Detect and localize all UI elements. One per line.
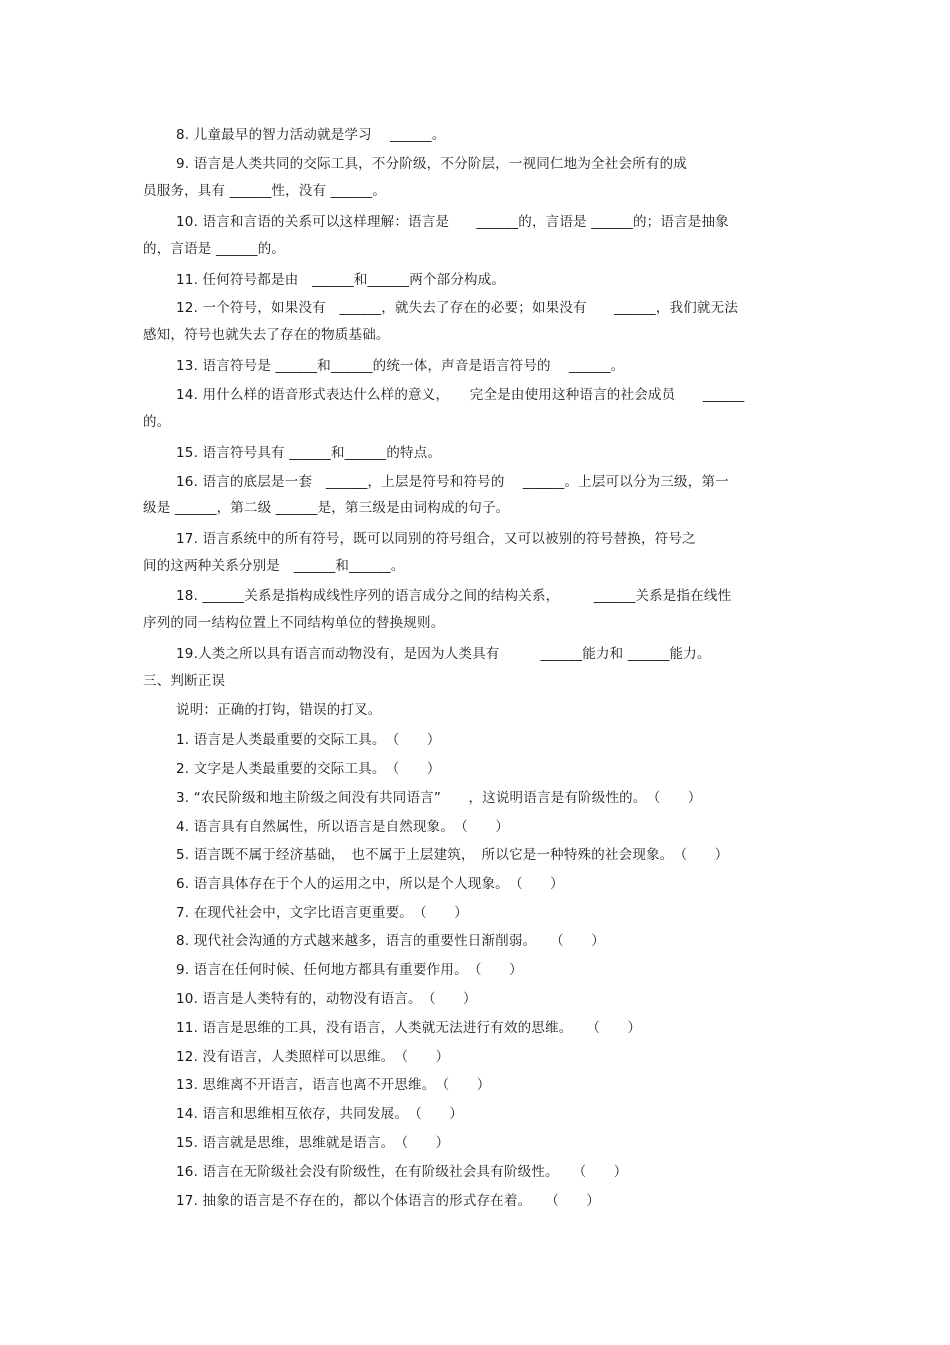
question-12-line-1: 12. 一个符号，如果没有 ______，就失去了存在的必要；如果没有 ______，我们就无法 bbox=[176, 300, 739, 316]
question-16-line-1: 16. 语言的底层是一套 ______，上层是符号和符号的 ______。上层可以分为三级，第一 bbox=[176, 474, 729, 490]
question-18-line-2: 序列的同一结构位置上不同结构单位的替换规则。 bbox=[143, 615, 445, 631]
judgment-item-6: 6. 语言具体存在于个人的运用之中，所以是个人现象。 （ ） bbox=[176, 876, 564, 892]
question-18-line-1: 18. ______关系是指构成线性序列的语言成分之间的结构关系， ______关系是指在线性 bbox=[176, 588, 732, 604]
judgment-item-13: 13. 思维离不开语言，语言也离不开思维。 （ ） bbox=[176, 1077, 491, 1093]
judgment-item-9: 9. 语言在任何时候、任何地方都具有重要作用。 （ ） bbox=[176, 962, 523, 978]
question-8: 8. 儿童最早的智力活动就是学习 ______。 bbox=[176, 127, 446, 143]
question-11: 11. 任何符号都是由 ______和______两个部分构成。 bbox=[176, 272, 506, 288]
judgment-item-15: 15. 语言就是思维，思维就是语言。 （ ） bbox=[176, 1135, 450, 1151]
question-19: 19.人类之所以具有语言而动物没有，是因为人类具有 ______能力和 ______能力。 bbox=[176, 646, 711, 662]
question-17-line-1: 17. 语言系统中的所有符号，既可以同别的符号组合，又可以被别的符号替换，符号之 bbox=[176, 531, 696, 547]
question-16-line-2: 级是 ______，第二级 ______是，第三级是由词构成的句子。 bbox=[143, 500, 510, 516]
judgment-item-14: 14. 语言和思维相互依存，共同发展。 （ ） bbox=[176, 1106, 464, 1122]
question-10-line-2: 的，言语是 ______的。 bbox=[143, 241, 286, 257]
judgment-item-1: 1. 语言是人类最重要的交际工具。 （ ） bbox=[176, 732, 441, 748]
judgment-item-8: 8. 现代社会沟通的方式越来越多，语言的重要性日渐削弱。 （ ） bbox=[176, 933, 605, 949]
judgment-item-11: 11. 语言是思维的工具，没有语言，人类就无法进行有效的思维。 （ ） bbox=[176, 1020, 642, 1036]
judgment-item-10: 10. 语言是人类特有的，动物没有语言。 （ ） bbox=[176, 991, 477, 1007]
judgment-item-3: 3. “农民阶级和地主阶级之间没有共同语言” ，这说明语言是有阶级性的。 （ ） bbox=[176, 790, 702, 806]
question-15: 15. 语言符号具有 ______和______的特点。 bbox=[176, 445, 442, 461]
judgment-item-4: 4. 语言具有自然属性，所以语言是自然现象。 （ ） bbox=[176, 819, 510, 835]
judgment-item-16: 16. 语言在无阶级社会没有阶级性，在有阶级社会具有阶级性。 （ ） bbox=[176, 1164, 628, 1180]
judgment-item-17: 17. 抽象的语言是不存在的，都以个体语言的形式存在着。 （ ） bbox=[176, 1193, 601, 1209]
question-9-line-1: 9. 语言是人类共同的交际工具，不分阶级，不分阶层，一视同仁地为全社会所有的成 bbox=[176, 156, 687, 172]
question-9-line-2: 员服务，具有 ______性，没有 ______。 bbox=[143, 183, 387, 199]
section-title: 三、判断正误 bbox=[143, 673, 226, 689]
judgment-item-5: 5. 语言既不属于经济基础， 也不属于上层建筑， 所以它是一种特殊的社会现象。 （ ） bbox=[176, 847, 729, 863]
question-14-line-2: 的。 bbox=[143, 414, 171, 430]
judgment-item-12: 12. 没有语言，人类照样可以思维。 （ ） bbox=[176, 1049, 450, 1065]
question-13: 13. 语言符号是 ______和______的统一体，声音是语言符号的 ______。 bbox=[176, 358, 625, 374]
question-10-line-1: 10. 语言和言语的关系可以这样理解：语言是 ______的，言语是 ______的；语言是抽象 bbox=[176, 214, 729, 230]
section-note: 说明：正确的打钩，错误的打叉。 bbox=[176, 702, 382, 718]
judgment-item-2: 2. 文字是人类最重要的交际工具。 （ ） bbox=[176, 761, 441, 777]
question-14-line-1: 14. 用什么样的语音形式表达什么样的意义， 完全是由使用这种语言的社会成员 ______ bbox=[176, 387, 745, 403]
question-17-line-2: 间的这两种关系分别是 ______和______。 bbox=[143, 558, 405, 574]
judgment-item-7: 7. 在现代社会中，文字比语言更重要。 （ ） bbox=[176, 905, 468, 921]
question-12-line-2: 感知，符号也就失去了存在的物质基础。 bbox=[143, 327, 390, 343]
